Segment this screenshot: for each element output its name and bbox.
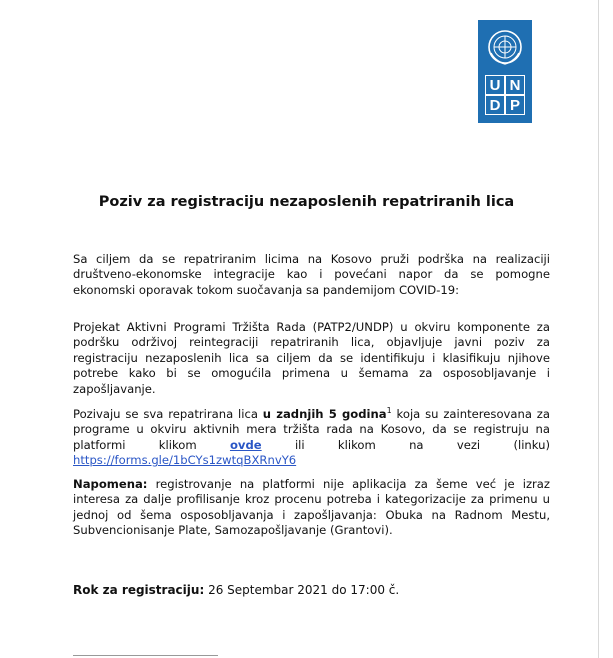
- deadline-value: 26 Septembar 2021 do 17:00 č.: [208, 583, 400, 597]
- footnote-mark: 1: [386, 406, 392, 416]
- invitation-paragraph: [73, 407, 550, 469]
- undp-logo: [478, 20, 532, 123]
- intro-paragraph: Sa ciljem da se repatriranim licima na Kosovo pruži podrška na realizaciji društveno-ekonomske integracije kao i povećani napor da se pomogne ekonomski oporavak tokom suočavanja sa pandemijom COVID-19:: [73, 252, 550, 297]
- logo-letter-u: U: [485, 75, 505, 95]
- invitation-connector: ili klikom na vezi (linku): [294, 437, 550, 452]
- page-edge: [598, 0, 599, 658]
- deadline-line: [73, 582, 550, 598]
- un-emblem-icon: [485, 27, 525, 67]
- note-label: Napomena:: [73, 477, 148, 491]
- invitation-emphasis: u zadnjih 5 godina: [262, 407, 387, 421]
- logo-letter-p: P: [505, 95, 525, 115]
- document-title: Poziv za registraciju nezaposlenih repatriranih lica: [98, 194, 515, 210]
- registration-form-link[interactable]: https://forms.gle/1bCYs1zwtqBXRnvY6: [73, 453, 297, 468]
- logo-letter-n: N: [505, 75, 525, 95]
- project-paragraph: Projekat Aktivni Programi Tržišta Rada (PATP2/UNDP) u okviru komponente za podršku održivoj reintegraciji repatriranih lica, objavljuje javni poziv za registraciju nezaposlenih lica sa ciljem da se identifikuju i klasifikuju njihove potrebe kako bi se omogućila primena u šemama za osposobljavanje i zapošljavanje.: [73, 320, 550, 396]
- logo-letter-d: D: [485, 95, 505, 115]
- here-link[interactable]: ovde: [229, 437, 262, 452]
- invitation-middle: koja su zainteresovana za programe u okviru aktivnih mera tržišta rada na Kosovo, da se registruju na platformi klikom: [73, 407, 550, 452]
- note-paragraph: [73, 477, 550, 539]
- footnote-separator: [73, 655, 218, 656]
- deadline-label: Rok za registraciju:: [73, 583, 205, 597]
- note-text: registrovanje na platformi nije aplikacija za šeme već je izraz interesa za dalje profilisanje kroz procenu potreba i kategorizacije za primenu u jednoj od šema osposobljavanja i zapošljavanja: Obuka na Radnom Mestu, Subvencionisanje Plate, Samozapošljavanje (Grantovi).: [73, 477, 550, 538]
- invitation-intro: Pozivaju se sva repatrirana lica: [73, 407, 258, 421]
